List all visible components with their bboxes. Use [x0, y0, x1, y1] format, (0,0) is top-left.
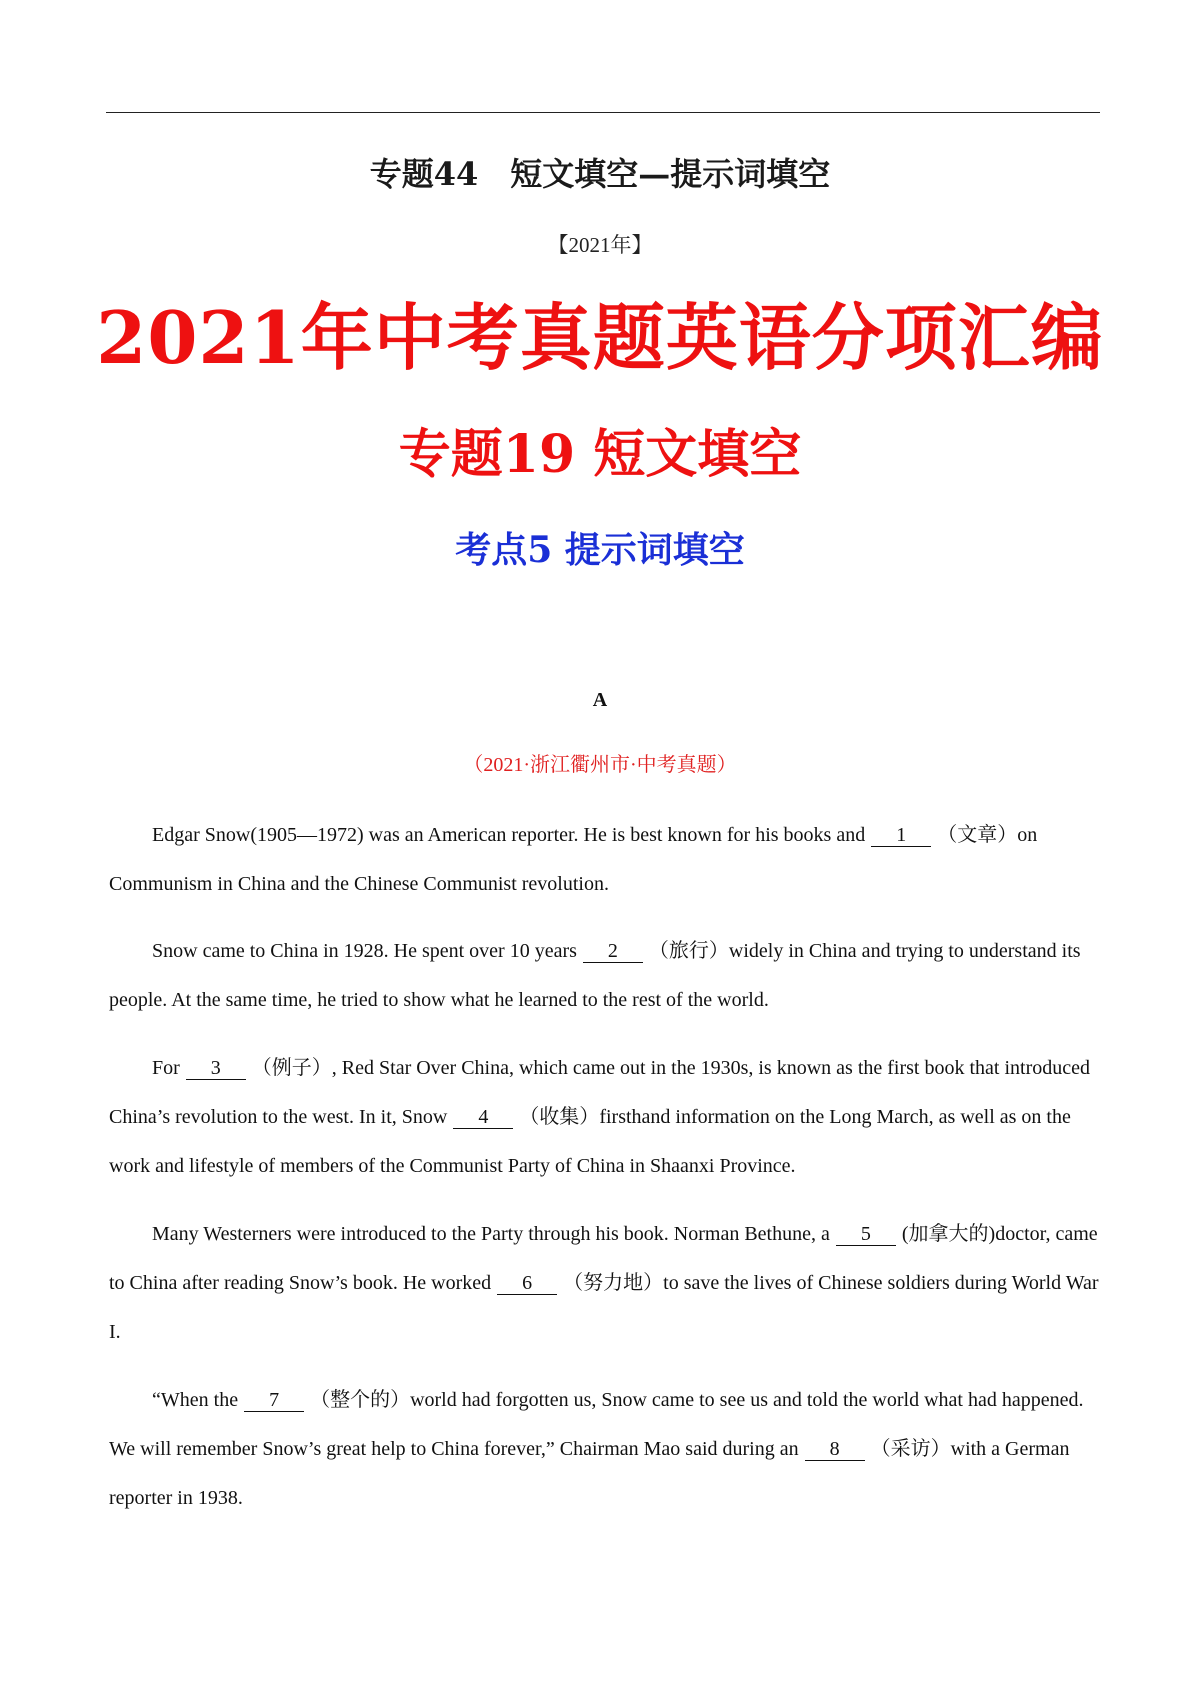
hint-5: (加拿大的) [901, 1223, 996, 1245]
point-title: 考点5 提示词填空 [455, 529, 745, 571]
header-rule [106, 112, 1100, 113]
blank-2[interactable]: 2 [583, 940, 643, 963]
hint-4: （收集） [519, 1106, 600, 1128]
paragraph-text: doctor, came to China after reading Snow’s book. He worked [109, 1223, 1098, 1294]
blank-8[interactable]: 8 [805, 1438, 865, 1461]
main-title: 2021年中考真题英语分项汇编 [96, 295, 1104, 380]
paragraph-text: Snow came to China in 1928. He spent over 10 years [152, 940, 577, 962]
hint-1: （文章） [937, 824, 1018, 846]
paragraph-text: For [152, 1057, 180, 1079]
paragraph-1 [109, 811, 1104, 909]
blank-7[interactable]: 7 [244, 1389, 304, 1412]
paragraph-4 [109, 1210, 1104, 1357]
blank-4[interactable]: 4 [453, 1106, 513, 1129]
hint-2: （旅行） [648, 940, 729, 962]
hint-6: （努力地） [563, 1272, 664, 1294]
section-letter: A [592, 689, 608, 711]
paragraph-3 [109, 1044, 1104, 1191]
paragraph-text: widely in China and trying to understand its people. At the same time, he tried to show what he learned to the rest of the world. [109, 940, 1081, 1011]
blank-3[interactable]: 3 [186, 1057, 246, 1080]
paragraph-text: world had forgotten us, Snow came to see us and told the world what had happened. We will remember Snow’s great help to China forever,” Chairman Mao said during an [109, 1389, 1084, 1460]
hint-8: （采访） [870, 1438, 951, 1460]
hint-3: （例子） [251, 1057, 332, 1079]
blank-5[interactable]: 5 [836, 1223, 896, 1246]
header-title: 专题44 短文填空—提示词填空 [369, 155, 831, 193]
paragraph-text: to save the lives of Chinese soldiers during World War I. [109, 1272, 1099, 1343]
paragraph-text: on Communism in China and the Chinese Communist revolution. [109, 824, 1038, 895]
source-note: （2021·浙江衢州市·中考真题） [463, 754, 737, 776]
paragraph-2 [109, 927, 1104, 1025]
hint-7: （整个的） [310, 1389, 411, 1411]
blank-6[interactable]: 6 [497, 1272, 557, 1295]
sub-title: 专题19 短文填空 [398, 424, 802, 485]
paragraph-text: “When the [152, 1389, 239, 1411]
blank-1[interactable]: 1 [871, 824, 931, 847]
paragraph-text: Edgar Snow(1905—1972) was an American reporter. He is best known for his books and [152, 824, 866, 846]
header-year: 【2021年】 [547, 233, 653, 257]
paragraph-text: Many Westerners were introduced to the Party through his book. Norman Bethune, a [152, 1223, 830, 1245]
paragraph-text: firsthand information on the Long March, as well as on the work and lifestyle of members of the Communist Party of China in Shaanxi Province. [109, 1106, 1071, 1177]
paragraph-text: with a German reporter in 1938. [109, 1438, 1070, 1509]
paragraph-5 [109, 1376, 1104, 1523]
paragraph-text: , Red Star Over China, which came out in the 1930s, is known as the first book that introduced China’s revolution to the west. In it, Snow [109, 1057, 1090, 1128]
